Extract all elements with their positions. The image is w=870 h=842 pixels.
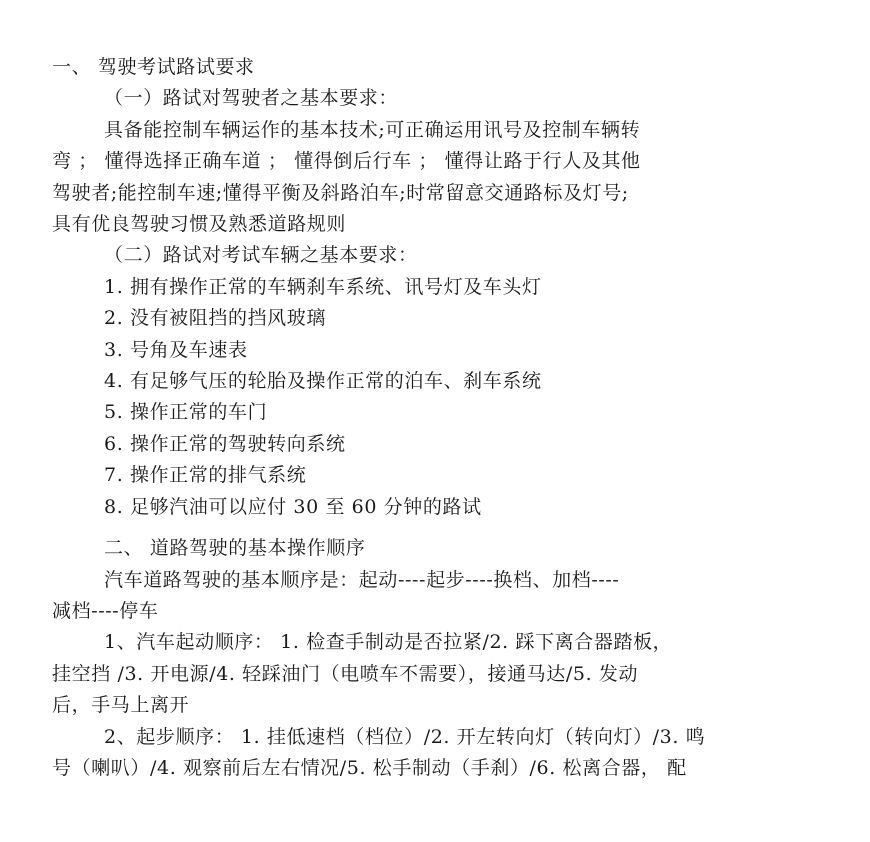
document-page	[52, 52, 842, 784]
list-item: 8. 足够汽油可以应付 30 至 60 分钟的路试	[104, 495, 482, 518]
paragraph-line: 2、起步顺序： 1. 挂低速档（档位）/2. 开左转向灯（转向灯）/3. 鸣	[104, 725, 706, 748]
paragraph-line: 1、汽车起动顺序： 1. 检查手制动是否拉紧/2. 踩下离合器踏板，	[104, 631, 673, 654]
paragraph-line: 挂空挡 /3. 开电源/4. 轻踩油门（电喷车不需要），接通马达/5. 发动	[52, 662, 639, 685]
list-item: 3. 号角及车速表	[104, 338, 248, 361]
paragraph-line: 弯 ； 懂得选择正确车道 ； 懂得倒后行车 ； 懂得让路于行人及其他	[52, 150, 641, 173]
list-item: 5. 操作正常的车门	[104, 401, 268, 424]
subsection-2-heading: （二）路试对考试车辆之基本要求：	[104, 244, 418, 267]
paragraph-line: 驾驶者;能控制车速;懂得平衡及斜路泊车;时常留意交通路标及灯号;	[52, 181, 629, 204]
paragraph-line: 具有优良驾驶习惯及熟悉道路规则	[52, 213, 347, 236]
section-2-heading: 二、 道路驾驶的基本操作顺序	[104, 537, 366, 560]
section-gap	[52, 523, 842, 533]
list-item: 2. 没有被阻挡的挡风玻璃	[104, 307, 326, 330]
paragraph-line: 汽车道路驾驶的基本顺序是：起动----起步----换档、加档----	[104, 568, 620, 591]
list-item: 6. 操作正常的驾驶转向系统	[104, 432, 346, 455]
subsection-1-heading: （一）路试对驾驶者之基本要求：	[104, 87, 399, 110]
section-1-heading: 一、 驾驶考试路试要求	[52, 56, 255, 78]
paragraph-line: 号（喇叭）/4. 观察前后左右情况/5. 松手制动（手刹）/6. 松离合器， 配	[52, 756, 687, 779]
list-item: 4. 有足够气压的轮胎及操作正常的泊车、刹车系统	[104, 370, 542, 393]
paragraph-line: 减档----停车	[52, 599, 159, 622]
list-item: 7. 操作正常的排气系统	[104, 464, 307, 487]
paragraph-line: 后，手马上离开	[52, 694, 190, 717]
paragraph-line: 具备能控制车辆运作的基本技术;可正确运用讯号及控制车辆转	[104, 118, 641, 141]
list-item: 1. 拥有操作正常的车辆刹车系统、讯号灯及车头灯	[104, 275, 542, 298]
